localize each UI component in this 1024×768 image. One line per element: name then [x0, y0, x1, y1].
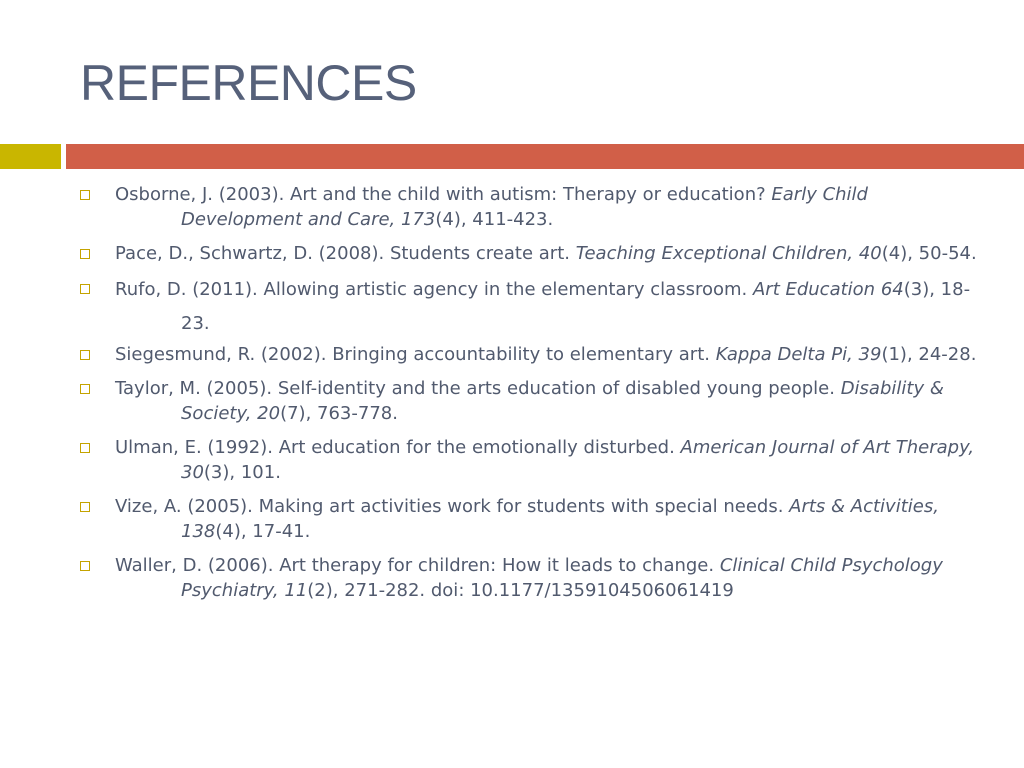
- reference-pages: (3), 101.: [203, 461, 281, 483]
- reference-journal: Art Education 64: [752, 278, 904, 300]
- reference-pages: (4), 17-41.: [215, 520, 311, 542]
- square-bullet-icon: [80, 502, 90, 512]
- reference-item: [80, 242, 980, 267]
- reference-text: Rufo, D. (2011). Allowing artistic agency in the elementary classroom.: [115, 278, 753, 300]
- reference-pages: (3), 18-23.: [181, 278, 971, 334]
- accent-bar-right: [66, 144, 1024, 169]
- reference-text: Taylor, M. (2005). Self-identity and the arts education of disabled young people.: [115, 378, 841, 399]
- reference-text: Waller, D. (2006). Art therapy for children: How it leads to change.: [115, 555, 720, 576]
- reference-list: [80, 183, 980, 613]
- square-bullet-icon: [80, 350, 90, 360]
- reference-journal: Early Child Development and Care, 173: [181, 184, 868, 230]
- reference-pages: (4), 411-423.: [435, 208, 554, 230]
- reference-journal: American Journal of Art Therapy, 30: [181, 437, 975, 483]
- reference-text: Pace, D., Schwartz, D. (2008). Students create art.: [115, 243, 576, 264]
- page-title: REFERENCES: [80, 55, 417, 111]
- reference-item: [80, 554, 980, 603]
- square-bullet-icon: [80, 561, 90, 571]
- square-bullet-icon: [80, 443, 90, 453]
- square-bullet-icon: [80, 284, 90, 294]
- reference-journal: Disability & Society, 20: [181, 378, 944, 424]
- reference-item: [80, 495, 980, 544]
- reference-item: [80, 273, 980, 341]
- reference-item: [80, 436, 980, 485]
- reference-pages: (4), 50-54.: [881, 243, 977, 264]
- reference-text: Ulman, E. (1992). Art education for the emotionally disturbed.: [115, 437, 681, 458]
- square-bullet-icon: [80, 249, 90, 259]
- reference-journal: Arts & Activities, 138: [181, 496, 939, 542]
- reference-item: [80, 377, 980, 426]
- reference-item: [80, 343, 980, 368]
- reference-journal: Teaching Exceptional Children, 40: [575, 243, 882, 264]
- reference-pages: (1), 24-28.: [881, 343, 977, 365]
- reference-journal: Clinical Child Psychology Psychiatry, 11: [181, 555, 943, 601]
- reference-item: [80, 183, 980, 232]
- reference-journal: Kappa Delta Pi, 39: [715, 343, 882, 365]
- reference-pages: (2), 271-282. doi: 10.1177/1359104506061419: [307, 579, 734, 601]
- reference-text: Osborne, J. (2003). Art and the child with autism: Therapy or education?: [115, 184, 772, 205]
- reference-text: Vize, A. (2005). Making art activities work for students with special needs.: [115, 496, 790, 517]
- reference-pages: (7), 763-778.: [280, 402, 398, 424]
- square-bullet-icon: [80, 384, 90, 394]
- reference-text: Siegesmund, R. (2002). Bringing accountability to elementary art.: [115, 343, 716, 365]
- accent-bar-left: [0, 144, 61, 169]
- square-bullet-icon: [80, 190, 90, 200]
